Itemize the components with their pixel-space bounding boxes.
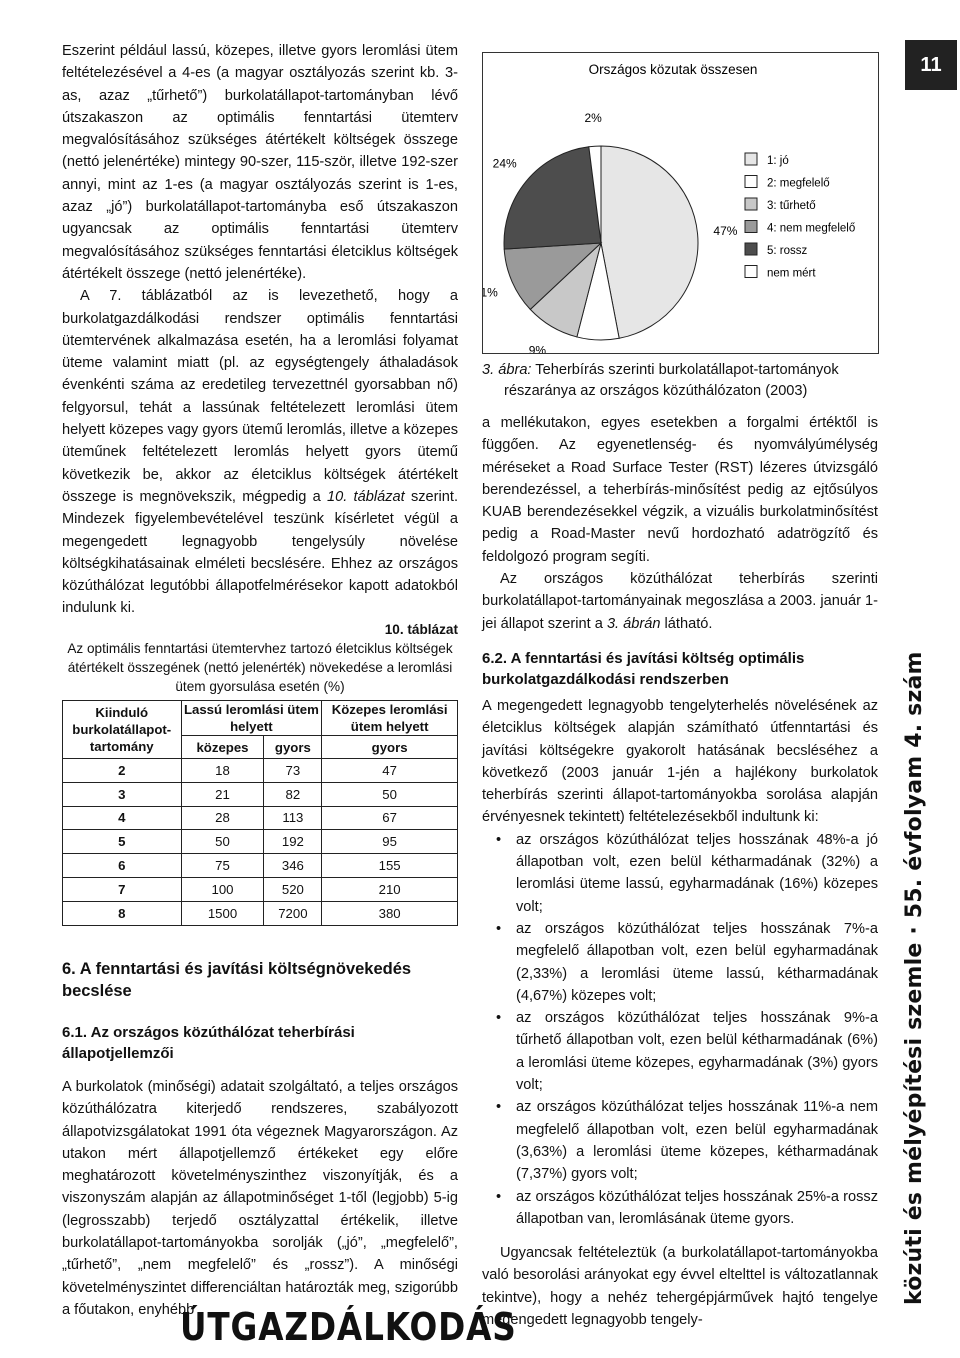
pie-slice bbox=[504, 147, 601, 249]
table-cell: 82 bbox=[264, 782, 322, 806]
table-row bbox=[63, 901, 458, 925]
table-cell: 28 bbox=[181, 806, 264, 830]
table-cell: 113 bbox=[264, 806, 322, 830]
table-row bbox=[63, 830, 458, 854]
figure-caption-line2: részaránya az országos közúthálózaton (2003) bbox=[504, 383, 808, 399]
legend-label: 5: rossz bbox=[767, 245, 808, 257]
slice-label: 47% bbox=[713, 224, 738, 239]
right-column-upper bbox=[482, 412, 878, 635]
legend-label: 3: tűrhető bbox=[767, 200, 816, 212]
figure-reference: 3. ábrán bbox=[606, 615, 661, 632]
table-row bbox=[63, 759, 458, 783]
subsection-heading: 6.1. Az országos közúthálózat teherbírási állapotjellemzői bbox=[62, 1024, 355, 1062]
table-cell: 192 bbox=[264, 830, 322, 854]
figure-caption-line1: Teherbírás szerinti burkolatállapot-tartományok bbox=[535, 362, 839, 378]
paragraph: Eszerint például lassú, közepes, illetve gyors leromlási ütem feltételezésével a 4-es (a magyar osztályozás szerint kb. 3-as, azaz „tűrhető”) burkolatállapot-tartományban lévő útszakaszon az optimális fenntartási ütemterv megvalósításához szükséges átértékelt költségek összege (nettó jelenértéke) mintegy 90-szer, 115-ször, illetve 192-szer annyi, mint az 1-es (a magyar osztályozás szerint is 1-es, azaz „jó”) burkolatállapot-tartományba eső útszakaszon ugyancsak az optimális fenntartási ütemterv megvalósításához szükséges fenntartási életciklus költségek átértékelt összege (nettó jelenértéke). bbox=[62, 43, 458, 282]
pie-chart-frame bbox=[482, 52, 879, 354]
slice-label: 24% bbox=[492, 156, 517, 171]
table-cell: 380 bbox=[322, 901, 458, 925]
legend-swatch bbox=[745, 153, 757, 165]
pie-chart bbox=[483, 53, 878, 353]
table-cell: 18 bbox=[181, 759, 264, 783]
list-item: • az országos közúthálózat teljes hosszának 11%-a nem megfelelő állapotban volt, ezen belül egyharmadának (3,63%) a leromlási üteme közepes, kétharmadának (7,37%) gyors volt; bbox=[482, 1096, 878, 1185]
table-cell: 95 bbox=[322, 830, 458, 854]
legend-swatch bbox=[745, 266, 757, 278]
slice-label: 2% bbox=[584, 111, 602, 126]
table-number: 10. táblázat bbox=[384, 622, 458, 637]
table-cell: 346 bbox=[264, 854, 322, 878]
table-caption-text: Az optimális fenntartási ütemtervhez tartozó életciklus költségek átértékelt összegének (nettó jelenérték) növekedése a leromlási ütem gyorsulása esetén (%) bbox=[67, 641, 453, 694]
chart-title: Országos közutak összesen bbox=[588, 62, 758, 77]
list-item: • az országos közúthálózat teljes hosszának 9%-a tűrhető állapotban volt, ezen belül kétharmadának (6%) a leromlási üteme közepes, egyharmadának (3%) gyors volt; bbox=[482, 1007, 878, 1096]
assumption-list bbox=[482, 829, 878, 1230]
paragraph: a mellékutakon, egyes esetekben a forgalmi értéktől is függően. Az egyenetlenség- és nyomvályúmélység méréseket a Road Surface Tester (RST) lézeres útvizsgáló berendezéssel, a teherbírás-minősítést pedig az ejtősúlyos KUAB berendezésekkel végzik, a vizuális burkolatminősítést pedig a Road-Master nevű hordozható adatrögzítő és feldolgozó program segíti. bbox=[482, 415, 878, 565]
subheader-fast: gyors bbox=[264, 736, 322, 759]
paragraph: A 7. táblázatból az is levezethető, hogy a burkolatgazdálkodási rendszer optimális fenntartási ütemtervének alkalmazása esetén, ha a leromlási folyamat üteme valamint miatt (pl. az egységtengely áthaladások évenkénti száma az eredetileg tervezettnél gyorsabban nő) felgyorsul, tehát a lassúnak feltételezett leromlási ütem helyett közepes vagy gyors ütemű leromlás, illetve a közepes üteműnek feltételezett leromlás helyett gyors ütemű következik be, akkor az életciklus költségek átértékelt összege is megnövekszik, mégpedig a 10. táblázat szerint. Mindezek figyelembevételével teszünk kísérletet végül a megengedett legnagyobb tengelysúly növelése költségkihatásainak elméleti becslésére. Ehhez az országos közúthálózat legutóbbi állapotfelmérésekor kapott adatokból indulunk ki. bbox=[62, 288, 458, 617]
table-cell: 21 bbox=[181, 782, 264, 806]
table-cell: 520 bbox=[264, 877, 322, 901]
col-header-start-range: Kiinduló burkolatállapot-tartomány bbox=[63, 701, 182, 759]
list-item: • az országos közúthálózat teljes hosszának 7%-a megfelelő állapotban volt, ezen belül egyharmadának (2,33%) a leromlási üteme lassú, kétharmadának (4,67%) közepes volt; bbox=[482, 918, 878, 1007]
legend-label: 4: nem megfelelő bbox=[767, 222, 856, 235]
journal-title-vertical: közúti és mélyépítési szemle · 55. évfolyam 4. szám bbox=[902, 651, 927, 1305]
legend-swatch bbox=[745, 176, 757, 188]
page-number: 11 bbox=[905, 40, 957, 90]
table-row bbox=[63, 854, 458, 878]
footer-brand: ÚTGAZDÁLKODÁS bbox=[180, 1305, 517, 1349]
table-cell: 100 bbox=[181, 877, 264, 901]
table-cell: 1500 bbox=[181, 901, 264, 925]
table-cell: 75 bbox=[181, 854, 264, 878]
table-caption bbox=[62, 620, 458, 696]
table-cell: 155 bbox=[322, 854, 458, 878]
legend-label: 2: megfelelő bbox=[767, 177, 830, 190]
col-header-slow: Lassú leromlási ütem helyett bbox=[181, 701, 322, 736]
legend-swatch bbox=[745, 198, 757, 210]
slice-label: 1% bbox=[483, 285, 498, 300]
table-row-label: 3 bbox=[63, 782, 182, 806]
right-column-lower bbox=[482, 695, 878, 1331]
list-item: • az országos közúthálózat teljes hosszának 25%-a rossz állapotban van, leromlásának üteme gyors. bbox=[482, 1186, 878, 1231]
subsection-heading: 6.2. A fenntartási és javítási költség optimális burkolatgazdálkodási rendszerben bbox=[482, 650, 805, 688]
figure-label: 3. ábra: bbox=[482, 362, 532, 378]
table-row bbox=[63, 877, 458, 901]
table-row-label: 6 bbox=[63, 854, 182, 878]
cost-increase-table bbox=[62, 700, 458, 926]
table-row-label: 4 bbox=[63, 806, 182, 830]
table-cell: 67 bbox=[322, 806, 458, 830]
subheader-medium: közepes bbox=[181, 736, 264, 759]
slice-label: 9% bbox=[528, 343, 547, 353]
table-row-label: 7 bbox=[63, 877, 182, 901]
paragraph: A megengedett legnagyobb tengelyterhelés növelésének az életciklus költségek alapján számítható útfenntartási és javítási költségekre gyakorolt hatásának becsléséhez a következő (2003 január 1-jén a hajlékony burkolatok teherbírás szerinti állapot-tartományokba sorolása alapján érvényesnek tekintett) feltételezésekből indultunk ki: bbox=[482, 698, 878, 826]
paragraph: Az országos közúthálózat teherbírás szerinti burkolatállapot-tartományainak megoszlása a 2003. január 1-jei állapot szerint a 3. ábrán látható. bbox=[482, 571, 878, 632]
legend-label: nem mért bbox=[767, 267, 816, 280]
left-column bbox=[62, 40, 458, 620]
paragraph: Ugyancsak feltételeztük (a burkolatállapot-tartományokba való besorolási arányokat egy évvel eltelttel is változatlannak tekintve), hogy a nehéz tehergépjárművek hajtó tengelye megengedett legnagyobb tengely- bbox=[482, 1245, 878, 1329]
figure-caption bbox=[482, 360, 878, 402]
table-cell: 50 bbox=[322, 782, 458, 806]
table-reference: 10. táblázat bbox=[327, 488, 405, 505]
subheader-fast: gyors bbox=[322, 736, 458, 759]
table-row-label: 2 bbox=[63, 759, 182, 783]
section-heading: 6. A fenntartási és javítási költségnövekedés becslése bbox=[62, 960, 412, 1000]
table-cell: 50 bbox=[181, 830, 264, 854]
pie-slice bbox=[601, 146, 698, 338]
table-row bbox=[63, 806, 458, 830]
table-cell: 7200 bbox=[264, 901, 322, 925]
list-item: • az országos közúthálózat teljes hosszának 48%-a jó állapotban volt, ezen belül kétharmadának (32%) a leromlási üteme lassú, egyharmadának (16%) közepes volt; bbox=[482, 829, 878, 918]
legend-swatch bbox=[745, 243, 757, 255]
section6-paragraph: A burkolatok (minőségi) adatait szolgáltató, a teljes országos közúthálózatra kiterjedő rendszeres, szabályozott állapotvizsgálatokat 1991 óta végeznek Magyarországon. Az utakon mért állapotjellemző értékeket egy előre meghatározott követelményszinthez viszonyítják, és a viszonyszám alapján az állapotminőséget 1-től (legjobb) 5-ig (legrosszabb) terjedő osztályzattal értékelik, illetve burkolatállapot-tartományokba sorolják („jó”, „megfelelő”, „tűrhető”, „nem megfelelő” és „rossz”). A minőségi követelményszintet differenciáltan határozták meg, szigorúbb a főutakon, enyhébb bbox=[62, 1079, 458, 1318]
table-row bbox=[63, 782, 458, 806]
col-header-medium: Közepes leromlási ütem helyett bbox=[322, 701, 458, 736]
table-cell: 210 bbox=[322, 877, 458, 901]
table-row-label: 8 bbox=[63, 901, 182, 925]
legend-swatch bbox=[745, 221, 757, 233]
legend-label: 1: jó bbox=[767, 155, 789, 167]
table-row-label: 5 bbox=[63, 830, 182, 854]
table-cell: 47 bbox=[322, 759, 458, 783]
table-cell: 73 bbox=[264, 759, 322, 783]
